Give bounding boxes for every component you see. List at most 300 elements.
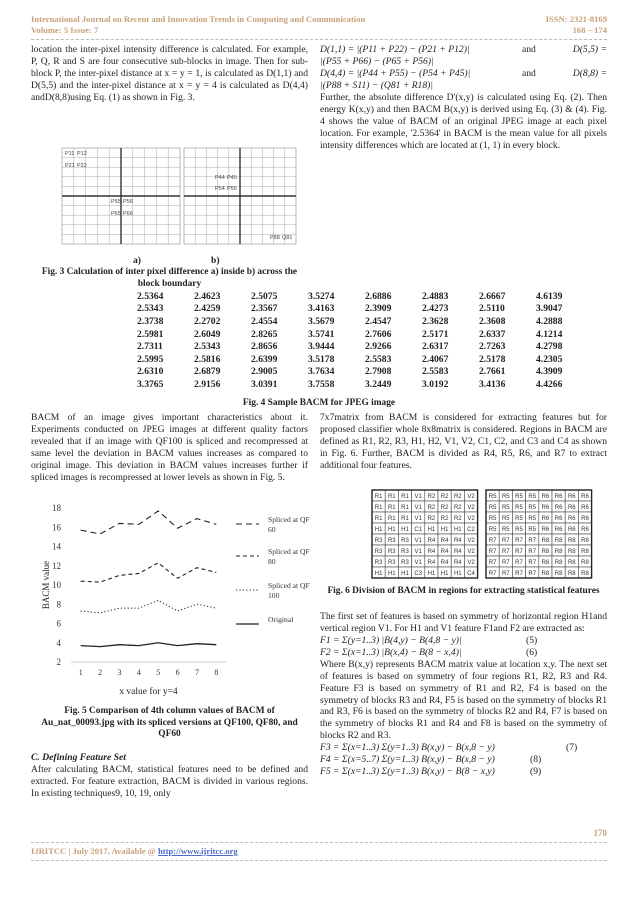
region-label: R6 (541, 516, 550, 522)
region-label: R6 (554, 516, 563, 522)
x-tick-label: 8 (214, 668, 219, 677)
y-tick-label: 14 (52, 541, 61, 552)
y-tick-label: 10 (52, 580, 61, 590)
region-label: R5 (488, 494, 497, 500)
page-range: 168 – 174 (572, 25, 607, 35)
region-label: R8 (541, 549, 550, 555)
x-axis-label: x value for y=4 (119, 687, 178, 697)
bacm-row (137, 315, 593, 328)
region-label: H1 (374, 571, 383, 577)
region-label: R5 (515, 527, 523, 533)
region-label: R8 (567, 538, 576, 544)
region-label: R1 (374, 494, 383, 500)
region-label: R1 (387, 505, 396, 511)
eq-row-3 (320, 68, 607, 80)
region-label: R7 (488, 538, 497, 544)
bacm-cell: 3.7634 (308, 366, 335, 378)
bacm-cell: 2.4883 (422, 290, 449, 302)
bacm-row (137, 303, 593, 316)
cell-p55b: P55 (227, 186, 237, 192)
region-label: R2 (453, 516, 462, 522)
bacm-cell: 2.4067 (422, 353, 449, 365)
bacm-cell: 2.6886 (365, 290, 392, 302)
bacm-cell: 2.4547 (365, 315, 392, 327)
footer (31, 846, 238, 856)
fig3-caption: Fig. 3 Calculation of inter pixel difference a) inside b) across the block boundary (41, 267, 298, 289)
eq-d44: D(4,4) = |(P44 + P55) − (P54 + P45)| (320, 68, 471, 79)
region-label: R6 (541, 494, 550, 500)
eq-f5-row (320, 766, 607, 778)
region-label: R8 (581, 538, 589, 544)
region-label: R7 (515, 549, 523, 555)
paragraph-regions: 7x7matrix from BACM is considered for extracting features but for proposed classifier whole 8x8matrix is considered. Regions in BACM are defined as R1, R2, R3, H1, H2, V1, V2, C1, C2, and C3 and C4 as shown in Fig. 6. Further, BACM is divided as R4, R5, R6, and R7 to extract additional four features. (320, 412, 607, 471)
region-label: R4 (427, 560, 436, 566)
journal-header (31, 14, 607, 36)
bacm-cell: 2.5171 (422, 328, 449, 340)
fig5-caption: Fig. 5 Comparison of 4th column values of BACM of Au_nat_00093.jpg with its spliced versions at QF100, QF80, and QF60 (41, 706, 298, 739)
eq-f4-row (320, 754, 607, 766)
region-label: C2 (467, 527, 475, 533)
region-label: R5 (528, 516, 537, 522)
bacm-cell: 2.8656 (251, 341, 278, 353)
fig3-label-a: a) (133, 255, 141, 266)
bacm-cell: 3.5679 (308, 315, 335, 327)
bacm-cell: 2.7311 (137, 341, 163, 353)
right-mid-text (320, 412, 607, 472)
region-label: R4 (440, 549, 449, 555)
bacm-cell: 4.6139 (536, 290, 563, 302)
region-label: R2 (427, 516, 436, 522)
legend-label-cont: 100 (268, 591, 280, 600)
region-label: R3 (401, 538, 409, 544)
region-label: C1 (414, 527, 423, 533)
region-label: V2 (467, 549, 475, 555)
legend-label: Original (268, 615, 294, 624)
journal-link[interactable]: http://www.ijritcc.org (157, 846, 238, 856)
region-label: R6 (541, 505, 550, 511)
legend-label: Spliced at QF (268, 581, 310, 590)
bacm-cell: 3.2449 (365, 378, 392, 390)
fig3-label-b: b) (211, 255, 220, 266)
region-label: R5 (528, 494, 537, 500)
fig6-right-grid (486, 490, 592, 578)
region-label: H1 (453, 571, 462, 577)
region-label: V1 (414, 538, 422, 544)
region-label: R1 (401, 505, 409, 511)
bacm-cell: 2.6317 (422, 341, 449, 353)
bacm-cell: 2.9005 (251, 366, 278, 378)
region-label: R3 (387, 549, 396, 555)
bacm-cell: 3.9444 (308, 341, 335, 353)
right-top-text (320, 44, 607, 152)
eq-d11: D(1,1) = |(P11 + P22) − (P21 + P12)| (320, 44, 470, 55)
y-tick-label: 4 (56, 637, 61, 648)
bacm-cell: 2.6337 (479, 328, 506, 340)
region-label: R6 (581, 516, 589, 522)
y-axis-label: BACM value (41, 560, 51, 610)
region-label: R5 (488, 516, 497, 522)
page-number: 170 (593, 828, 607, 838)
region-label: R2 (440, 505, 449, 511)
region-label: R7 (488, 571, 497, 577)
eq-f2: F2 = Σ(x=1..3) |B(x,4) − B(8 − x,4)| (320, 646, 462, 658)
bacm-cell: 2.3628 (422, 315, 449, 327)
bacm-cell: 2.5995 (137, 353, 164, 365)
eq-row-1 (320, 44, 607, 56)
region-label: R3 (401, 549, 409, 555)
bacm-cell: 2.4623 (194, 290, 221, 302)
bacm-cell: 2.5583 (422, 366, 449, 378)
region-label: R1 (374, 516, 383, 522)
region-label: R8 (581, 571, 589, 577)
region-label: R1 (387, 516, 396, 522)
region-label: V2 (467, 560, 475, 566)
footer-rule-bottom (31, 860, 607, 861)
legend-label: Spliced at QF (268, 515, 310, 524)
cell-p56: P56 (123, 199, 133, 205)
region-label: R7 (501, 560, 510, 566)
bacm-cell: 3.4163 (308, 303, 335, 315)
series-line (81, 643, 217, 647)
eq-f4: F4 = Σ(x=5..7) Σ(y=1..3) B(x,y) − B(x,8 − y) (320, 754, 495, 766)
region-label: H1 (453, 527, 462, 533)
region-label: R7 (528, 549, 537, 555)
region-label: R6 (567, 516, 576, 522)
region-label: R1 (401, 494, 409, 500)
region-label: R7 (515, 571, 523, 577)
region-label: R7 (501, 571, 510, 577)
region-label: R8 (541, 571, 550, 577)
region-label: R6 (554, 505, 563, 511)
region-label: R8 (554, 571, 563, 577)
region-label: R8 (581, 560, 589, 566)
region-label: R4 (453, 560, 462, 566)
region-label: R3 (374, 538, 383, 544)
bacm-cell: 2.4554 (251, 315, 278, 327)
region-label: R7 (528, 571, 537, 577)
eq-f3-number: (7) (566, 742, 578, 754)
bacm-cell: 2.6667 (479, 290, 506, 302)
x-tick-label: 6 (175, 668, 180, 677)
region-label: V1 (414, 549, 422, 555)
bacm-cell: 2.3608 (479, 315, 506, 327)
cell-p55: P55 (111, 199, 121, 205)
cell-p66: P66 (123, 211, 133, 217)
bacm-cell: 2.6399 (251, 353, 278, 365)
region-label: R4 (427, 538, 436, 544)
region-label: H1 (374, 527, 383, 533)
issn: ISSN: 2321-8169 (545, 14, 607, 24)
bacm-cell: 3.7558 (308, 378, 335, 390)
series-line (81, 563, 217, 582)
bacm-cell: 4.2798 (536, 341, 563, 353)
x-tick-label: 4 (136, 668, 141, 677)
bacm-row (137, 340, 593, 353)
y-tick-label: 8 (56, 599, 61, 610)
bacm-cell: 2.2702 (194, 315, 221, 327)
region-label: R2 (427, 505, 436, 511)
region-label: H1 (387, 527, 396, 533)
eq-f3-row (320, 742, 607, 754)
footer-rule (31, 842, 607, 843)
bacm-cell: 2.6049 (194, 328, 221, 340)
issn-info (546, 14, 607, 36)
bacm-cell: 2.6310 (137, 366, 164, 378)
eq-and-1: and (522, 44, 536, 55)
region-label: V1 (414, 494, 422, 500)
legend-label-cont: 80 (268, 557, 276, 566)
region-label: R3 (401, 560, 409, 566)
region-label: C3 (414, 571, 423, 577)
bacm-cell: 3.9047 (536, 303, 563, 315)
region-label: H1 (427, 527, 436, 533)
fig5-chart (31, 500, 321, 698)
x-tick-label: 2 (98, 668, 103, 677)
region-label: R5 (488, 505, 497, 511)
region-label: R5 (501, 527, 510, 533)
region-label: R4 (440, 538, 449, 544)
bacm-cell: 2.5364 (137, 290, 164, 302)
series-line (81, 511, 217, 534)
fig4-caption: Fig. 4 Sample BACM for JPEG image (242, 398, 396, 408)
cell-p11: P11 (65, 151, 75, 157)
y-tick-label: 6 (56, 618, 61, 629)
bacm-cell: 2.4273 (422, 303, 449, 315)
region-label: R2 (453, 505, 462, 511)
bacm-cell: 4.1214 (536, 328, 563, 340)
eq-and-2: and (522, 68, 536, 79)
region-label: V1 (414, 560, 422, 566)
cell-p22: P22 (77, 163, 87, 169)
fig6 (370, 488, 610, 582)
cell-p12: P12 (77, 151, 87, 157)
bacm-cell: 2.7606 (365, 328, 392, 340)
region-label: R8 (554, 549, 563, 555)
paragraph-bacm: Further, the absolute difference D'(x,y) is calculated using Eq. (2). Then energy K(x,y) and then BACM B(x,y) is derived using Eq. (3) & (4). Fig. 4 shows the value of BACM of an original JPEG image at each pixel location. For example, '2.5364' in BACM is the mean value for all pixels intensity differences which are located at (1, 1) in every block. (320, 92, 607, 151)
eq-f3: F3 = Σ(x=1..3) Σ(y=1..3) B(x,y) − B(x,8 − y) (320, 742, 495, 754)
fig6-caption: Fig. 6 Division of BACM in regions for extracting statistical features (327, 586, 600, 596)
eq-f1-row (320, 635, 607, 647)
region-label: R8 (567, 571, 576, 577)
legend-label-cont: 60 (268, 525, 276, 534)
region-label: H1 (440, 571, 449, 577)
right-bottom-text (320, 611, 607, 778)
region-label: R4 (453, 538, 462, 544)
eq-f2-number: (6) (526, 646, 538, 658)
region-label: R8 (567, 549, 576, 555)
bacm-cell: 2.4259 (194, 303, 221, 315)
fig6-region-grids (370, 488, 610, 582)
bacm-cell: 3.5178 (308, 353, 335, 365)
region-label: R6 (567, 527, 576, 533)
region-label: V2 (467, 505, 475, 511)
bacm-cell: 3.5741 (308, 328, 335, 340)
paragraph-feature-set: After calculating BACM, statistical features need to be defined and extracted. For feature extraction, BACM is divided in various regions. In existing techniques9, 10, 19, only (31, 763, 308, 799)
region-label: H1 (440, 527, 449, 533)
fig3-grids (60, 146, 300, 254)
region-label: R6 (554, 527, 563, 533)
region-label: R7 (515, 538, 523, 544)
region-label: H1 (401, 571, 409, 577)
journal-title: International Journal on Recent and Innovation Trends in Computing and Communication (31, 14, 366, 24)
region-label: R7 (501, 538, 510, 544)
eq-f1: F1 = Σ(y=1..3) |B(4,y) − B(4,8 − y)| (320, 634, 462, 646)
cell-p44: P44 (215, 175, 225, 181)
bacm-cell: 3.4136 (479, 378, 506, 390)
y-tick-label: 16 (52, 522, 61, 533)
eq-d55: |(P55 + P66) − (P65 + P56)| (320, 56, 434, 67)
cell-p54: P54 (215, 186, 225, 192)
x-tick-label: 7 (194, 668, 199, 677)
cell-p21: P21 (65, 163, 75, 169)
bacm-cell: 2.8265 (251, 328, 278, 340)
region-label: R5 (501, 505, 510, 511)
bacm-cell: 2.6879 (194, 366, 221, 378)
region-label: R6 (567, 494, 576, 500)
bacm-cell: 3.0192 (422, 378, 449, 390)
paragraph-features-h1v1: The first set of features is based on symmetry of horizontal region H1and vertical region V1. For H1 and V1 feature F1and F2 are extracted as: (320, 611, 607, 634)
region-label: R7 (488, 549, 497, 555)
bacm-cell: 4.4266 (536, 378, 563, 390)
region-label: R5 (528, 505, 537, 511)
region-label: V1 (414, 516, 422, 522)
region-label: H1 (387, 571, 396, 577)
paragraph-intro: location the inter-pixel intensity difference is calculated. For example, P, Q, R and S are four consecutive sub-blocks in image. Then for sub-block P, the inter-pixel distance at x = y = 1, is calculated as D(1,1) and D(5,5) and the inter-pixel distance at x = y = 4 is calculated as D(4,4) andD(8,8)using Eq. (1) as shown in Fig. 3. (31, 44, 308, 103)
eq-f5-number: (9) (530, 766, 542, 778)
eq-f1-number: (5) (526, 634, 538, 646)
region-label: R1 (387, 494, 396, 500)
region-label: R6 (541, 527, 550, 533)
region-label: R5 (501, 494, 510, 500)
region-label: R8 (567, 560, 576, 566)
y-tick-label: 18 (52, 503, 61, 513)
bacm-cell: 2.3567 (251, 303, 278, 315)
region-label: R8 (541, 538, 550, 544)
bacm-cell: 2.5178 (479, 353, 506, 365)
region-label: R7 (515, 560, 523, 566)
bacm-cell: 4.3909 (536, 366, 563, 378)
region-label: R1 (374, 505, 383, 511)
y-tick-label: 12 (52, 560, 61, 571)
bacm-cell: 4.2888 (536, 315, 563, 327)
region-label: R4 (453, 549, 462, 555)
bacm-row (137, 366, 593, 379)
region-label: V2 (467, 538, 475, 544)
region-label: R4 (427, 549, 436, 555)
line-chart (31, 500, 321, 698)
bacm-cell: 2.3909 (365, 303, 392, 315)
paragraph-symmetry: Where B(x,y) represents BACM matrix value at location x,y. The next set of features is based on symmetry of four regions R1, R2, R3 and R4. Feature F3 is based on symmetry of R1 and R2, F4 is based on the symmetry of blocks R3 and R4, F5 is based on the symmetry of blocks R1 and R3, F6 is based on the symmetry of blocks R2 and R4, F7 is based on the symmetry of blocks R1 and R4 and F8 is based on the symmetry of blocks R2 and R3. (320, 658, 607, 742)
region-label: R3 (374, 560, 383, 566)
region-label: R6 (581, 494, 589, 500)
region-label: C4 (467, 571, 475, 577)
bacm-cell: 2.7263 (479, 341, 506, 353)
bacm-table (137, 290, 593, 391)
region-label: R8 (541, 560, 550, 566)
bacm-cell: 2.5343 (137, 303, 164, 315)
region-label: R2 (453, 494, 462, 500)
eq-d55-head: D(5,5) = (572, 44, 607, 55)
paragraph-bacm-characteristics: BACM of an image gives important characteristics about it. Experiments conducted on JPEG images at different quality factors revealed that if an image with QF100 is spliced and recompressed at same level the deviation in BACM values increases as compared to original image. This deviation in BACM values increases further if spliced images is recompressed at lower levels as shown in Fig. 5. (31, 412, 308, 483)
legend-label: Spliced at QF (268, 547, 310, 556)
eq-d88-head: D(8,8) = (572, 68, 607, 79)
region-label: H1 (427, 571, 436, 577)
bacm-cell: 2.7908 (365, 366, 392, 378)
region-label: R8 (554, 560, 563, 566)
cell-p88: P88 (270, 235, 280, 241)
x-tick-label: 5 (156, 668, 161, 677)
bacm-cell: 2.5075 (251, 290, 278, 302)
bacm-cell: 2.5110 (479, 303, 505, 315)
series-line (81, 600, 217, 613)
y-tick-label: 2 (56, 657, 61, 667)
fig3 (60, 146, 300, 266)
eq-f4-number: (8) (530, 754, 542, 766)
region-label: R7 (488, 560, 497, 566)
bacm-cell: 3.5274 (308, 290, 335, 302)
fig6-left-grid (372, 490, 478, 578)
region-label: R6 (554, 494, 563, 500)
bacm-cell: 2.3738 (137, 315, 164, 327)
bacm-cell: 3.3765 (137, 378, 164, 390)
volume-info: Volume: 5 Issue: 7 (31, 25, 99, 35)
region-label: R5 (515, 494, 523, 500)
bacm-row (137, 353, 593, 366)
section-c (31, 752, 308, 800)
left-top-text (31, 44, 308, 104)
region-label: R3 (387, 538, 396, 544)
bacm-row (137, 290, 593, 303)
bacm-cell: 2.9266 (365, 341, 392, 353)
region-label: R5 (501, 516, 510, 522)
region-label: R7 (501, 549, 510, 555)
region-label: V1 (414, 505, 422, 511)
eq-f5: F5 = Σ(x=1..3) Σ(y=1..3) B(x,y) − B(8 − x,y) (320, 766, 495, 778)
region-label: R6 (567, 505, 576, 511)
bacm-cell: 2.5583 (365, 353, 392, 365)
region-label: R3 (387, 560, 396, 566)
bacm-cell: 2.7661 (479, 366, 506, 378)
region-label: R5 (515, 516, 523, 522)
bacm-cell: 3.0391 (251, 378, 278, 390)
bacm-cell: 2.5981 (137, 328, 164, 340)
section-c-title: C. Defining Feature Set (31, 752, 126, 763)
bacm-cell: 4.2305 (536, 353, 563, 365)
bacm-cell: 2.5816 (194, 353, 221, 365)
cell-q81: Q81 (282, 235, 293, 241)
region-label: R7 (528, 560, 537, 566)
bacm-cell: 2.9156 (194, 378, 221, 390)
region-label: V2 (467, 494, 475, 500)
cell-p65: P65 (111, 211, 121, 217)
cell-p45: P45 (227, 175, 237, 181)
region-label: V2 (467, 516, 475, 522)
footer-text: IJRITCC | July 2017, Available @ (31, 846, 158, 856)
x-tick-label: 1 (78, 668, 83, 677)
region-label: H1 (401, 527, 409, 533)
region-label: R4 (440, 560, 449, 566)
region-label: R8 (554, 538, 563, 544)
left-mid-text (31, 412, 308, 483)
region-label: R5 (515, 505, 523, 511)
region-label: R2 (440, 494, 449, 500)
eq-d88: |(P88 + S11) − (Q81 + R18)| (320, 80, 433, 91)
region-label: R8 (581, 549, 589, 555)
bacm-row (137, 328, 593, 341)
region-label: R2 (427, 494, 436, 500)
region-label: R5 (488, 527, 497, 533)
region-label: R6 (581, 505, 589, 511)
